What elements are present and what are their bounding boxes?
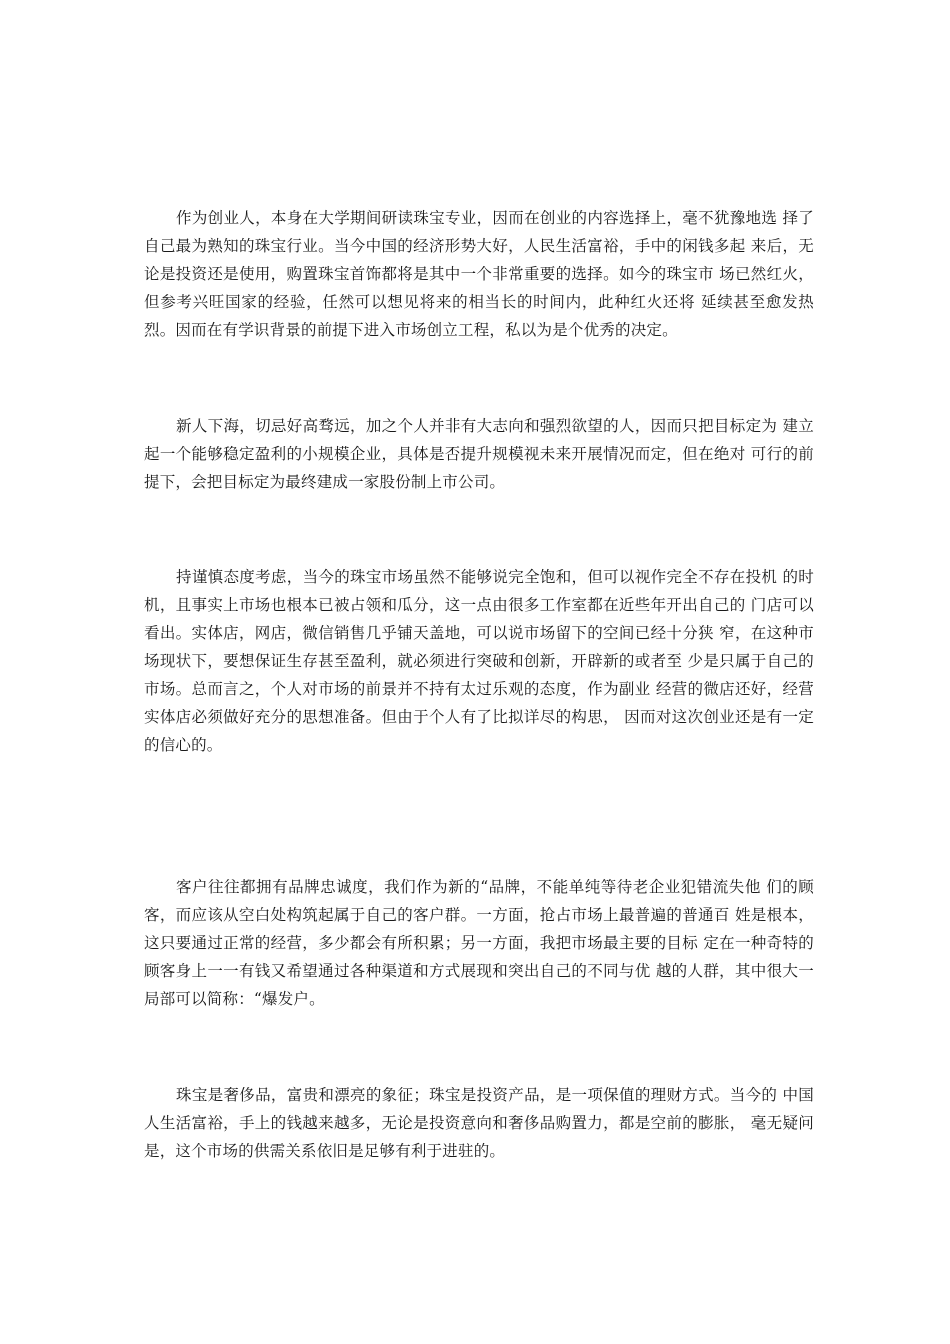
paragraph-target-customers: 客户往往都拥有品牌忠诚度，我们作为新的“品牌，不能单纯等待老企业犯错流失他 们的顾客，而应该从空白处构筑起属于自己的客户群。一方面，抢占市场上最普遍的普通百 姓是根本，这只要通过正常的经营，多少都会有所积累；另一方面，我把市场最主要的目标 定在一种奇特的顾客身上一一有钱又希望通过各种渠道和方式展现和突出自己的不同与优 越的人群，其中很大一局部可以简称：“爆发户。 <box>144 878 814 1008</box>
paragraph-jewelry-market-value: 珠宝是奢侈品，富贵和漂亮的象征；珠宝是投资产品，是一项保值的理财方式。当今的 中国人生活富裕，手上的钱越来越多，无论是投资意向和奢侈品购置力，都是空前的膨胀， 毫无疑问是，这个市场的供需关系依旧是足够有利于进驻的。 <box>144 1086 814 1160</box>
paragraph-business-goal: 新人下海，切忌好高骛远，加之个人并非有大志向和强烈欲望的人，因而只把目标定为 建立起一个能够稳定盈利的小规模企业，具体是否提升规模视未来开展情况而定，但在绝对 可行的前提下，会把目标定为最终建成一家股份制上市公司。 <box>144 417 814 491</box>
paragraph-market-outlook: 持谨慎态度考虑，当今的珠宝市场虽然不能够说完全饱和，但可以视作完全不存在投机 的时机，且事实上市场也根本已被占领和瓜分，这一点由很多工作室都在近些年开出自己的 门店可以看出。实体店，网店，微信销售几乎铺天盖地，可以说市场留下的空间已经十分狭 窄，在这种市场现状下，要想保证生存甚至盈利，就必须进行突破和创新，开辟新的或者至 少是只属于自己的市场。总而言之，个人对市场的前景并不持有太过乐观的态度，作为副业 经营的微店还好，经营实体店必须做好充分的思想准备。但由于个人有了比拟详尽的构思， 因而对这次创业还是有一定的信心的。 <box>144 568 814 754</box>
paragraph-entrepreneur-background: 作为创业人，本身在大学期间研读珠宝专业，因而在创业的内容选择上，毫不犹豫地选 择了自己最为熟知的珠宝行业。当今中国的经济形势大好，人民生活富裕，手中的闲钱多起 来后，无论是投资还是使用，购置珠宝首饰都将是其中一个非常重要的选择。如今的珠宝市 场已然红火，但参考兴旺国家的经验，任然可以想见将来的相当长的时间内，此种红火还将 延续甚至愈发热烈。因而在有学识背景的前提下进入市场创立工程，私以为是个优秀的决定。 <box>144 209 814 339</box>
